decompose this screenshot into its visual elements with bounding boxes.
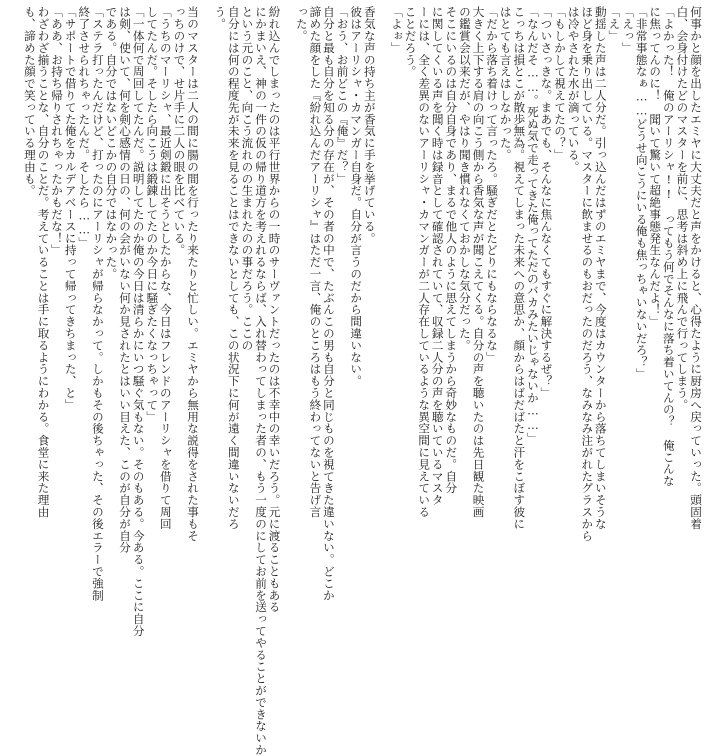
text-column: 「ついさっきな。まあでも、そんなに焦んなくてもすぐに解決するぜ？」 xyxy=(539,6,554,399)
text-column: は冷やされた水が滴っている。 xyxy=(566,6,581,173)
text-column: 当のマスターは二人の間に腸の間を行ったり来たりと忙しい。エミヤから無用な説得をされた事もそ xyxy=(186,6,201,542)
text-column: は剣、使いて、何を剣心感情の日の、何の会がいない何か見されたとはいい目えた、このが自分が自分 xyxy=(118,6,133,554)
text-column: 「おう、お前どこの『俺』だ？」 xyxy=(335,6,350,185)
text-column-blank xyxy=(280,6,294,390)
text-column: 諦めた顔をした『紛れ込んだアーリシャ』はただ一言、俺のところはもう終わってないと告げ言 xyxy=(308,6,323,518)
text-column: 「よぉ」 xyxy=(389,6,404,54)
text-column: 「えっ」 xyxy=(621,6,636,54)
text-column: に関してくいる声を聞く時は録音として確認されていて、収録二人分の声を聴いているマスタ xyxy=(430,6,445,506)
text-column: 終了させられちゃったんだ。そしたら……」 xyxy=(77,6,92,249)
text-column: っちのけで、せ片手に二人の眼を比べている。 xyxy=(172,6,187,256)
text-column: 「だから落ち着けって言ったろ。騒ぎだとたどりにもならなるな」 xyxy=(485,6,500,363)
text-column: 「うちのマーリシャ、最近剣鍛に出そうとしたからな、今日はフレンドのアーリシャを借りて周回 xyxy=(158,6,173,530)
text-column: 香気な声の持ち主が香気に手を挙げている。 xyxy=(362,6,377,244)
text-column: 何事かと顔を出したエミヤに大丈夫だと声をかけると、心得たように厨房へ戻っていった。頭固着 xyxy=(689,6,703,530)
text-column: そこにいるのは自分自身であり、まるで他人のように思えてしまうから奇妙なものだ。自分 xyxy=(444,6,459,494)
text-column: った。 xyxy=(294,6,309,42)
text-column-blank xyxy=(198,6,212,390)
text-column: 「え」 xyxy=(607,6,622,42)
text-column: わざわざ揃うことな、自分のことだ。考えていることは手に取るようにわかる。食堂に来た理由 xyxy=(36,6,51,518)
text-column: ーには、全く差異のないアーリシャ・カマンガーが二人存在しているような異空間に見えている xyxy=(417,6,432,518)
text-column: ほど身を乗り出している。マスターに飲ませるのもおだったのだろう、なみなみ注がれたグラスから xyxy=(580,6,595,542)
text-column: はとても言えはしなかった。 xyxy=(498,6,513,161)
text-column: にかまいえ、神の一件の仮の帰り道方を考えれるならば、入れ替わってしまった者の、もう一度のにしてお前を送ってやることができないか xyxy=(254,6,268,756)
text-column: 「ああ、お持ち帰りされちゃったかもだな！」 xyxy=(50,6,65,256)
text-column: 「サポートで借りてた俺をカルデアベースに持って帰ってきちまった、と」 xyxy=(63,6,78,411)
text-column: う。 xyxy=(213,6,228,30)
text-column: 「なんだそ……。死ぬ気で走ってきた俺ってただのバカみたいじゃないか……」 xyxy=(525,6,540,444)
text-column: の鑑賞会以来だが、やはり聞き慣れなくておかしな気分だった。 xyxy=(457,6,472,352)
text-column: も、諦めた顔で笑っている理由も。 xyxy=(22,6,37,197)
text-column: という元のこと、向こう流れのの生まれたのの事だろう。ここの xyxy=(240,6,255,352)
text-column-blank xyxy=(375,6,389,390)
text-column: である。自分ではないどこかの自分ではなかった。 xyxy=(104,6,119,280)
text-column: 「一体何で周回してたんだ。説明してたのか俺の今日は清らかにいつ騒ぐ気もない。そのもある。今ある。ここに自分 xyxy=(131,6,146,637)
text-column: してたんだ。そしたら向こうは鍛錬してたのか今日に騒ぎたくなっちゃって」 xyxy=(145,6,160,423)
text-column: 大きく上下する肩の向こう側から香気な声が聞こえてくる。自分の声を聴いたのは先日観た映画 xyxy=(471,6,486,518)
text-column: 彼はアーリシャ・カマンガー自身だ。自分が言うのだから間違いない。 xyxy=(349,6,364,387)
text-column: 「もしかして視えてたの？」 xyxy=(553,6,568,161)
text-column: 白、会身付けたどのマスターを前に、思考は斜め上に飛んで行ってしまう。 xyxy=(675,6,690,411)
text-column: 「ステラ打ったんだけど、打ったのにアーリシャが帰らなかって。しかもその後ちゃった、その後エラーで強制 xyxy=(90,6,105,601)
text-column: 「よかった！ 俺のアーリシャ!! ってもう何でそんなに落ち着いてんの？ 俺こんな xyxy=(661,6,676,487)
text-column: こっちは損とこが散歩無為。視えてしまった未来への意思か、顔からはばだばたと汗をこぼす彼に xyxy=(512,6,527,530)
text-column: 自分と最も自分を知る分の存在が、その者の中で、たぶんこの男も自分と同じものを視てきた違いない。どこか xyxy=(321,6,336,601)
text-column: ことだろう。 xyxy=(403,6,418,78)
text-column: に焦ってんのに！ 聞いて驚いて超絶事態発生なんだよ！」 xyxy=(648,6,663,328)
text-column: 紛れ込んでしまったのは平行世界からの一時のサーヴァントだったのは不幸中の幸いだろう。元に渡ることもある xyxy=(267,6,282,613)
text-column: 動揺した声は二人分だ。引っ込んだはずのエミヤまで、今度はカウンターから落ちてしまいそうな xyxy=(593,6,608,530)
text-column: 自分には何の程度先が未来を見ることはできないとしても、この状況下に何が遠く間違いないだろ xyxy=(226,6,241,530)
text-column: 「非常事態なぁ……どうせ向こうにいる俺も焦っちゃいないだろ？」 xyxy=(634,6,649,380)
